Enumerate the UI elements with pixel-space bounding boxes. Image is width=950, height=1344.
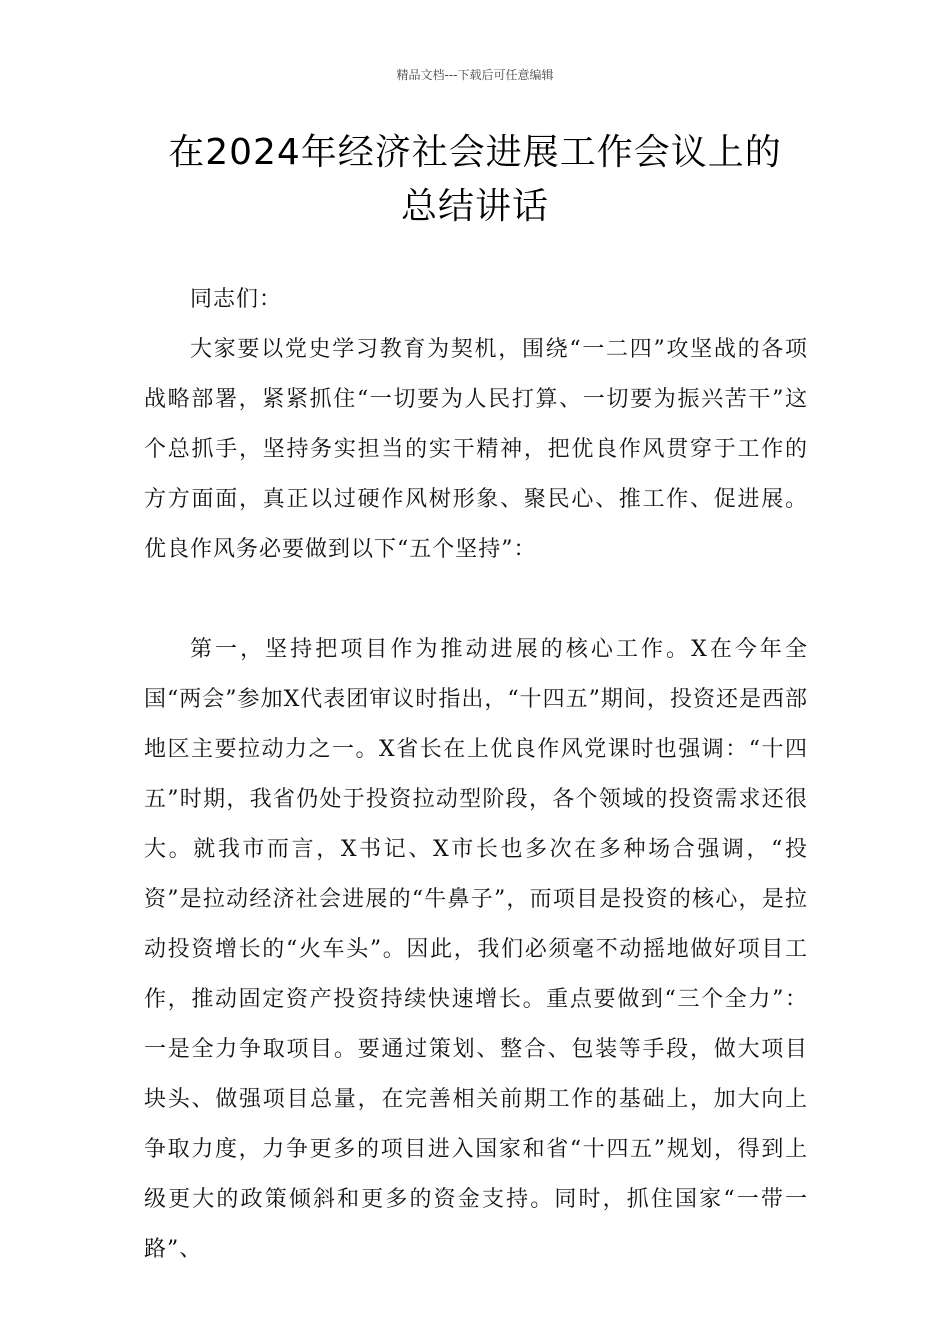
paragraph-1: 大家要以党史学习教育为契机，围绕“一二四”攻坚战的各项战略部署，紧紧抓住“一切要为人民打算、一切要为振兴苦干”这个总抓手，坚持务实担当的实干精神，把优良作风贯穿于工作的方方面面，真正以过硬作风树形象、聚民心、推工作、促进展。优良作风务必要做到以下“五个坚持”： <box>144 337 808 562</box>
header-note: 精品文档---下载后可任意编辑 <box>396 68 554 82</box>
title-line-1: 在2024年经济社会进展工作会议上的 <box>168 132 782 173</box>
salutation: 同志们： <box>190 287 283 312</box>
paragraph-2: 第一，坚持把项目作为推动进展的核心工作。X在今年全国“两会”参加X代表团审议时指出，“十四五”期间，投资还是西部地区主要拉动力之一。X省长在上优良作风党课时也强调：“十四五”时期，我省仍处于投资拉动型阶段，各个领域的投资需求还很大。就我市而言，X书记、X市长也多次在多种场合强调，“投资”是拉动经济社会进展的“牛鼻子”，而项目是投资的核心，是拉动投资增长的“火车头”。因此，我们必须毫不动摇地做好项目工作，推动固定资产投资持续快速增长。重点要做到“三个全力”：一是全力争取项目。要通过策划、整合、包装等手段，做大项目块头、做强项目总量，在完善相关前期工作的基础上，加大向上争取力度，力争更多的项目进入国家和省“十四五”规划，得到上级更大的政策倾斜和更多的资金支持。同时，抓住国家“一带一路”、 <box>144 637 808 1262</box>
title-line-2: 总结讲话 <box>400 186 549 227</box>
document-title <box>100 126 850 234</box>
